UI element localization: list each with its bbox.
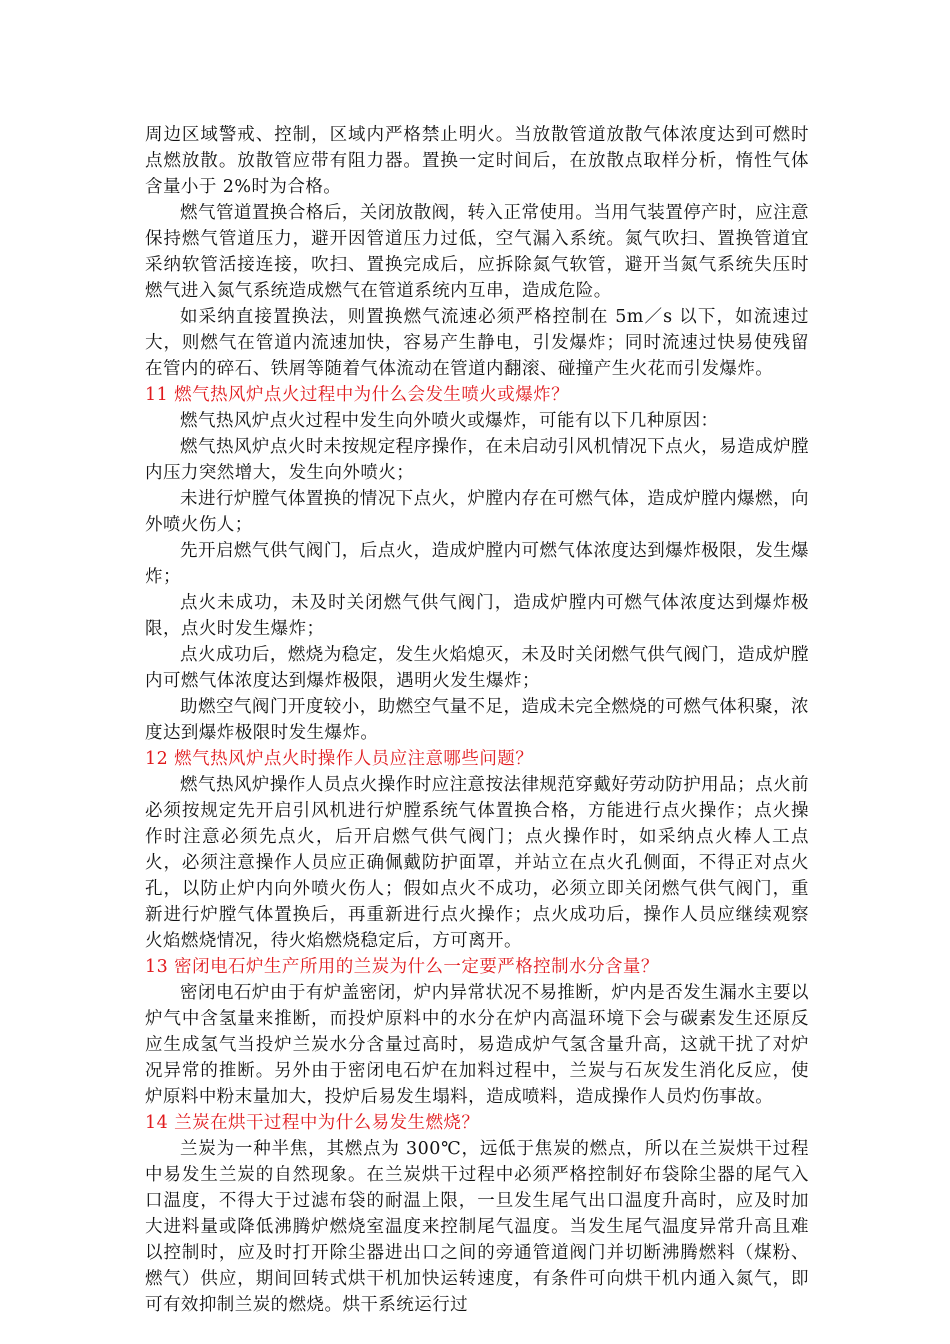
document-page — [145, 122, 809, 1318]
paragraph-cause-1: 燃气热风炉点火时未按规定程序操作，在未启动引风机情况下点火，易造成炉膛内压力突然增大，发生向外喷火； — [145, 437, 809, 483]
paragraph-moisture-control: 密闭电石炉由于有炉盖密闭，炉内异常状况不易推断，炉内是否发生漏水主要以炉气中含氢量来推断，而投炉原料中的水分在炉内高温环境下会与碳素发生还原反应生成氢气当投炉兰炭水分含量过高时，易造成炉气氢含量升高，这就干扰了对炉况异常的推断。另外由于密闭电石炉在加料过程中，兰炭与石灰发生消化反应，使炉原料中粉末量加大，投炉后易发生塌料，造成喷料，造成操作人员灼伤事故。 — [145, 983, 809, 1107]
section-heading-12: 12 燃气热风炉点火时操作人员应注意哪些问题？ — [145, 749, 534, 769]
paragraph-purge-completion: 周边区域警戒、控制，区域内严格禁止明火。当放散管道放散气体浓度达到可燃时点燃放散。放散管应带有阻力器。置换一定时间后，在放散点取样分析，惰性气体含量小于 2%时为合格。 — [145, 125, 809, 197]
paragraph-direct-purge: 如采纳直接置换法，则置换燃气流速必须严格控制在 5m／s 以下，如流速过大，则燃气在管道内流速加快，容易产生静电，引发爆炸；同时流速过快易使残留在管内的碎石、铁屑等随着气体流动在管道内翻滚、碰撞产生火花而引发爆炸。 — [145, 307, 809, 379]
paragraph-cause-2: 未进行炉膛气体置换的情况下点火，炉膛内存在可燃气体，造成炉膛内爆燃，向外喷火伤人； — [145, 489, 809, 535]
paragraph-operator-precautions: 燃气热风炉操作人员点火操作时应注意按法律规范穿戴好劳动防护用品；点火前必须按规定先开启引风机进行炉膛系统气体置换合格，方能进行点火操作；点火操作时注意必须先点火，后开启燃气供气阀门；点火操作时，如采纳点火棒人工点火，必须注意操作人员应正确佩戴防护面罩，并站立在点火孔侧面，不得正对点火孔，以防止炉内向外喷火伤人；假如点火不成功，必须立即关闭燃气供气阀门，重新进行炉膛气体置换后，再重新进行点火操作；点火成功后，操作人员应继续观察火焰燃烧情况，待火焰燃烧稳定后，方可离开。 — [145, 775, 809, 951]
paragraph-after-purge: 燃气管道置换合格后，关闭放散阀，转入正常使用。当用气装置停产时，应注意保持燃气管道压力，避开因管道压力过低，空气漏入系统。氮气吹扫、置换管道宜采纳软管活接连接，吹扫、置换完成后，应拆除氮气软管，避开当氮气系统失压时燃气进入氮气系统造成燃气在管道系统内互串，造成危险。 — [145, 203, 809, 301]
section-heading-14: 14 兰炭在烘干过程中为什么易发生燃烧？ — [145, 1113, 480, 1133]
paragraph-cause-3: 先开启燃气供气阀门，后点火，造成炉膛内可燃气体浓度达到爆炸极限，发生爆炸； — [145, 541, 809, 587]
paragraph-cause-4: 点火未成功，未及时关闭燃气供气阀门，造成炉膛内可燃气体浓度达到爆炸极限，点火时发生爆炸； — [145, 593, 809, 639]
paragraph-causes-intro: 燃气热风炉点火过程中发生向外喷火或爆炸，可能有以下几种原因： — [180, 411, 719, 431]
section-heading-13: 13 密闭电石炉生产所用的兰炭为什么一定要严格控制水分含量？ — [145, 957, 659, 977]
section-heading-11: 11 燃气热风炉点火过程中为什么会发生喷火或爆炸？ — [145, 385, 570, 405]
paragraph-cause-5: 点火成功后，燃烧为稳定，发生火焰熄灭，未及时关闭燃气供气阀门，造成炉膛内可燃气体浓度达到爆炸极限，遇明火发生爆炸； — [145, 645, 809, 691]
paragraph-cause-6: 助燃空气阀门开度较小，助燃空气量不足，造成未完全燃烧的可燃气体积聚，浓度达到爆炸极限时发生爆炸。 — [145, 697, 809, 743]
paragraph-drying-combustion: 兰炭为一种半焦，其燃点为 300℃，远低于焦炭的燃点，所以在兰炭烘干过程中易发生兰炭的自然现象。在兰炭烘干过程中必须严格控制好布袋除尘器的尾气入口温度，不得大于过滤布袋的耐温上限，一旦发生尾气出口温度升高时，应及时加大进料量或降低沸腾炉燃烧室温度来控制尾气温度。当发生尾气温度异常升高且难以控制时，应及时打开除尘器进出口之间的旁通管道阀门并切断沸腾燃料（煤粉、燃气）供应，期间回转式烘干机加快运转速度，有条件可向烘干机内通入氮气，即可有效抑制兰炭的燃烧。烘干系统运行过 — [145, 1139, 809, 1315]
